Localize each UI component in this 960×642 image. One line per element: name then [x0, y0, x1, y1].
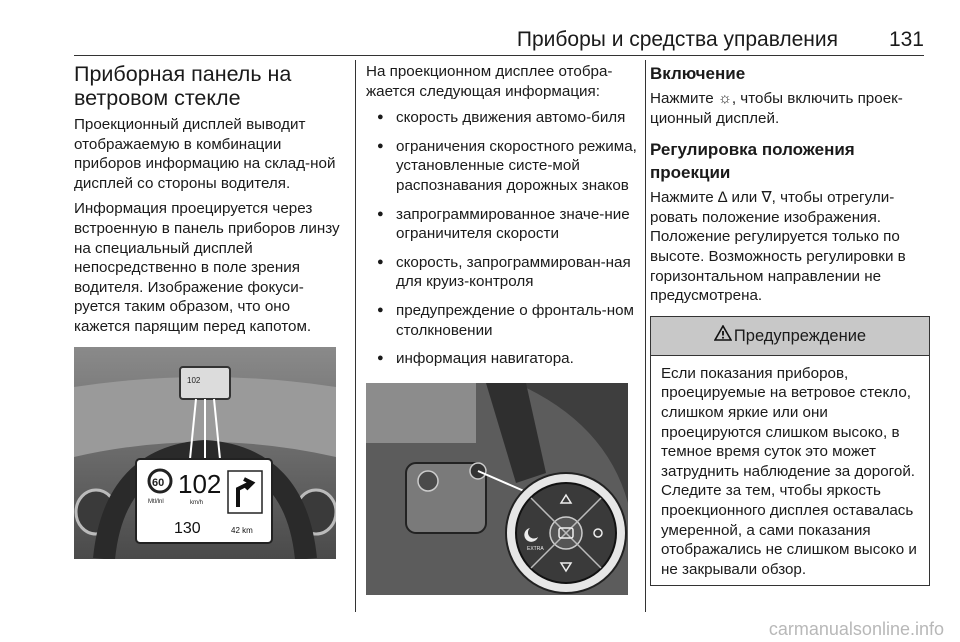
- paragraph: Нажмите ∆ или ∇, чтобы отрегули-ровать положение изображения.: [650, 189, 895, 226]
- dashboard-illustration: [74, 347, 336, 559]
- subheading-on: Включение: [650, 64, 746, 83]
- list-item: ● запрограммированное значе-ние ограничителя скорости: [366, 205, 638, 244]
- column-divider-2: [645, 60, 646, 612]
- controls-figure: [366, 383, 628, 595]
- header-rule: [74, 55, 924, 56]
- cruise-speed: 130: [174, 519, 201, 537]
- list-item: ● информация навигатора.: [366, 349, 638, 369]
- paragraph: Положение регулируется только по высоте. Возможность регулировки в горизонтальном направлении не предусмотрена.: [650, 228, 906, 305]
- list-item: ● предупреждение о фронталь-ном столкновении: [366, 301, 638, 340]
- speed-limit-sign: 60: [152, 476, 165, 489]
- distance: 42 km: [231, 525, 253, 535]
- warning-triangle-icon: [714, 317, 732, 355]
- controls-illustration: [366, 383, 628, 595]
- warning-text: Если показания приборов, проецируемые на ветровое стекло, слишком яркие или они проецируются слишком высоко, в темное время суток это может затруднить наблюдение за дорогой. Следите за тем, чтобы яркость проекционного дисплея оставалась умеренной, а сами показания отображались не слишком высоко и не закрывали обзор.: [661, 364, 917, 578]
- column-3: [650, 62, 930, 586]
- section-heading: Приборная панель на ветровом стекле: [74, 62, 292, 110]
- speed-limit-label: Mtl/lnl: [148, 498, 164, 505]
- list-item: ● ограничения скоростного режима, установленные систе-мой распознавания дорожных знаков: [366, 137, 638, 196]
- list-item: ● скорость, запрограммирован-ная для круиз-контроля: [366, 253, 638, 292]
- watermark: carmanualsonline.info: [768, 619, 944, 639]
- subheading-adjust: Регулировка положения проекции: [650, 140, 855, 183]
- header-title: Приборы и средства управления: [516, 28, 838, 51]
- info-list: [366, 108, 638, 369]
- page-header: [0, 0, 960, 58]
- list-item: ● скорость движения автомо-биля: [366, 108, 638, 128]
- column-divider-1: [355, 60, 356, 612]
- mini-speed: 102: [187, 375, 201, 385]
- column-2: [366, 62, 638, 595]
- warning-header: [651, 317, 929, 356]
- paragraph: Информация проецируется через встроенную в панель приборов линзу на специальный дисплей непосредственно в поле зрения водителя. Изображение фокуси-руется таким образом, что оно кажется парящим перед капотом.: [74, 200, 340, 335]
- warning-box: [650, 316, 930, 587]
- speed-value: 102: [178, 468, 222, 499]
- paragraph: На проекционном дисплее отобра-жается следующая информация:: [366, 63, 613, 100]
- column-1: [74, 62, 346, 559]
- paragraph: Нажмите ☼, чтобы включить проек-ционный дисплей.: [650, 90, 903, 127]
- warning-title: Предупреждение: [733, 326, 867, 345]
- paragraph: Проекционный дисплей выводит отображаемую в комбинации приборов информацию на склад-ной дисплей со стороны водителя.: [74, 116, 336, 192]
- page-number: 131: [888, 28, 924, 51]
- warning-body: [651, 356, 929, 586]
- button-label: EXTRA: [527, 545, 544, 552]
- hud-figure: [74, 347, 336, 559]
- speed-unit: km/h: [190, 499, 204, 506]
